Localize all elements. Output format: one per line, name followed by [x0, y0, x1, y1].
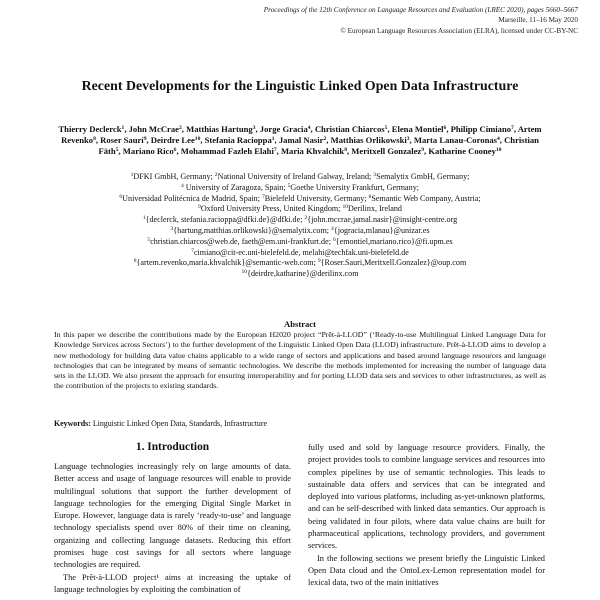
- affiliation-text: Bielefeld University, Germany;: [264, 193, 369, 203]
- author-name: Maria Khvalchik: [280, 146, 345, 157]
- affiliation-text: {deirdre,katharine}@derilinx.com: [247, 269, 359, 279]
- left-column: [54, 461, 291, 596]
- keywords-label: Keywords:: [54, 419, 91, 428]
- abstract-text: In this paper we describe the contributions made by the European H2020 project “Prêt-à-LLOD” (‘Ready-to-use Multilingual Linked Language Data for Knowledge Services across Sectors’) to the further development of the Linguistic Linked Open Data (LLOD) infrastructure. Prêt-à-LLOD aims to develop a new methodology for building data value chains applicable to a wide range of sectors and applications and based around language resources and language technologies that can be integrated by means of semantic technologies. We describe the methods implemented for increasing the number of language data sets in the LLOD. We also present the approach for ensuring interoperability and for porting LLOD data sets and services to other infrastructures, as well as the contribution of the projects to existing standards.: [54, 330, 546, 391]
- affiliation-line: [62, 194, 538, 205]
- affiliation-marker: 3: [170, 225, 174, 232]
- author-affiliation-marker: 9: [421, 147, 425, 154]
- paper-title: Recent Developments for the Linguistic Linked Open Data Infrastructure: [81, 78, 519, 93]
- author-name: Jorge Gracia: [259, 124, 308, 134]
- author-name: Thierry Declerck: [58, 124, 122, 134]
- affiliation-marker: 4: [180, 182, 184, 189]
- author-affiliation-marker: 4: [307, 125, 311, 131]
- affiliation-text: Semantic Web Company, Austria;: [371, 193, 481, 203]
- author-affiliation-marker: 3: [406, 136, 410, 143]
- author-affiliation-marker: 7: [273, 147, 277, 154]
- author-name: Elena Montiel: [391, 124, 444, 134]
- affiliation-marker: 3: [373, 172, 377, 178]
- affiliation-marker: 6: [119, 193, 123, 200]
- affiliation-text: {artem.revenko,maria.khvalchik}@semantic-web.com;: [136, 258, 318, 268]
- author-affiliation-marker: 1: [271, 136, 275, 143]
- proceedings-line: Proceedings of the 12th Conference on Language Resources and Evaluation (LREC 2020), pages 5660–5667: [263, 6, 578, 14]
- author-name: Christian Fäth: [98, 135, 539, 157]
- affiliation-marker: 8: [368, 193, 372, 200]
- right-column: [308, 442, 545, 590]
- publication-info: [218, 5, 578, 36]
- affiliation-line: [62, 248, 538, 259]
- location-line: Marseille, 11–16 May 2020: [498, 16, 578, 25]
- affiliation-text: {john.mccrae,jamal.nasir}@insight-centre.org: [307, 215, 458, 225]
- intro-paragraph-2: The Prêt-à-LLOD project¹ aims at increasing the uptake of language technologies by exploiting the combination of: [54, 572, 291, 594]
- affiliation-text: Derilinx, Ireland: [348, 204, 402, 214]
- author-affiliation-marker: 4: [496, 136, 500, 143]
- affiliation-marker: 5: [287, 182, 291, 189]
- affiliation-marker: 8: [133, 258, 137, 265]
- affiliation-marker: 10: [342, 204, 349, 211]
- author-name: Katharine Cooney: [428, 146, 496, 157]
- affiliation-marker: 7: [261, 193, 265, 200]
- affiliation-text: Universidad Politécnica de Madrid, Spain;: [122, 193, 262, 203]
- author-affiliation-marker: 2: [323, 136, 327, 143]
- author-affiliation-marker: 6: [443, 125, 447, 131]
- author-affiliation-marker: 7: [511, 125, 514, 131]
- affiliation-text: Oxford University Press, United Kingdom;: [200, 204, 343, 214]
- affiliation-marker: 1: [142, 215, 146, 222]
- author-name: Artem Revenko: [61, 124, 542, 146]
- intro-paragraph-1: Language technologies increasingly rely on large amounts of data. Better access and usage of language resources will enable to provide multilingual solutions that support the further development of language technologies for the emerging Digital Single Market in Europe. However, language data is rarely ‘ready-to-use’ and language technology specialists spend over 80% of their time on cleaning, organizing and collecting language datasets. Reducing this effort promises huge cost savings for all sectors where language technologies are required.: [54, 462, 291, 570]
- affiliation-list: [62, 172, 538, 280]
- author-affiliation-marker: 10: [495, 147, 502, 154]
- affiliation-marker: 9: [317, 258, 321, 265]
- affiliation-marker: 2: [304, 215, 308, 222]
- author-name: Christian Chiarcos: [314, 124, 385, 134]
- license-line: © European Language Resources Association (ELRA), licensed under CC-BY-NC: [340, 26, 578, 35]
- author-affiliation-marker: 6: [173, 147, 177, 154]
- author-affiliation-marker: 9: [143, 136, 147, 143]
- author-affiliation-marker: 8: [344, 147, 347, 154]
- intro-paragraph-3: fully used and sold by language resource providers. Finally, the project provides tools to combine language services and resources into complex pipelines by use of semantic technologies. This leads to sustainable data offers and services that can be integrated and deployed into various platforms, including as-yet-unknown platforms, and can be self-described with linked data semantics. Our approach is being validated in four pilots, where data value chains are built for pharmaceutical applications, technology providers, and government services.: [308, 443, 545, 551]
- affiliation-text: {hartung,matthias.orlikowski}@semalytix.com;: [173, 225, 332, 235]
- author-name: Meritxell Gonzalez: [351, 146, 422, 157]
- author-affiliation-marker: 5: [115, 147, 119, 154]
- author-affiliation-marker: 2: [178, 125, 182, 131]
- author-list: Thierry Declerck$^1$, John McCrae$^2$, Matthias Hartung$^3$, Jorge Gracia$^4$, Christian Chiarcos$^5$, Elena Montiel$^6$, Philipp Cimiano$^7$, Artem Revenko$^8$, Roser Saurí$^9$, Deirdre Lee$^{10}$, Stefania Racioppa$^1$, Jamal Nasir$^2$, Matthias Orlikowski$^3$, Marta Lanau-Coronas$^4$, Christian Fäth$^5$, Mariano Rico$^6$, Mohammad Fazleh Elahi$^7$, Maria Khvalchik$^8$, Meritxell Gonzalez$^9$, Katharine Cooney$^{10}$: [58, 124, 542, 157]
- section-heading-introduction: 1. Introduction: [135, 441, 210, 453]
- affiliation-text: {Roser.Sauri,Meritxell.Gonzalez}@oup.com: [320, 258, 467, 268]
- affiliation-text: {jogracia,mlanau}@unizar.es: [333, 225, 430, 235]
- affiliation-text: DFKI GmbH, Germany;: [133, 172, 215, 181]
- author-name: Philipp Cimiano: [450, 124, 512, 134]
- author-name: Matthias Orlikowski: [330, 135, 407, 146]
- affiliation-marker: 2: [214, 172, 218, 178]
- affiliation-text: National University of Ireland Galway, Ireland;: [217, 172, 374, 181]
- affiliation-line: [62, 172, 538, 183]
- affiliation-text: {emontiel,mariano.rico}@fi.upm.es: [335, 236, 453, 246]
- affiliation-text: cimiano@cit-ec.uni-bielefeld.de, melahi@techfak.uni-bielefeld.de: [193, 247, 409, 257]
- author-name: Roser Saurí: [100, 135, 144, 146]
- affiliation-marker: 4: [331, 225, 334, 232]
- affiliation-line: [62, 226, 538, 237]
- affiliation-marker: 6: [332, 236, 336, 243]
- author-name: Marta Lanau-Coronas: [413, 135, 497, 146]
- affiliation-line: [62, 269, 538, 280]
- affiliation-text: Goethe University Frankfurt, Germany;: [290, 182, 419, 192]
- affiliation-text: christian.chiarcos@web.de, faeth@em.uni-frankfurt.de;: [150, 236, 333, 246]
- affiliation-text: University of Zaragoza, Spain;: [183, 182, 288, 192]
- affiliation-line: [62, 204, 538, 215]
- author-name: Mariano Rico: [122, 146, 174, 157]
- author-affiliation-marker: 8: [93, 136, 96, 143]
- affiliation-marker: 5: [147, 236, 151, 243]
- author-affiliation-marker: 5: [384, 125, 388, 131]
- author-name: Jamal Nasir: [278, 135, 324, 146]
- abstract-heading: Abstract: [284, 319, 316, 329]
- intro-paragraph-4: In the following sections we present briefly the Linguistic Linked Open Data cloud and the OntoLex-Lemon representation model for lexical data, two of the main initiatives: [308, 553, 545, 588]
- affiliation-line: [62, 258, 538, 269]
- author-name: Matthias Hartung: [186, 124, 253, 134]
- keywords-text: Linguistic Linked Open Data, Standards, Infrastructure: [92, 419, 268, 428]
- affiliation-text: Semalytix GmbH, Germany;: [376, 172, 470, 181]
- author-name: Deirdre Lee: [150, 135, 195, 146]
- author-name: Stefania Racioppa: [204, 135, 272, 146]
- affiliation-marker: 10: [241, 269, 248, 276]
- keywords: [54, 419, 546, 428]
- affiliation-text: {declerck, stefania.racioppa@dfki.de}@dfki.de;: [145, 215, 305, 225]
- affiliation-marker: 9: [198, 204, 201, 211]
- author-affiliation-marker: 1: [121, 125, 125, 131]
- author-name: Mohammad Fazleh Elahi: [180, 146, 274, 157]
- affiliation-line: [62, 183, 538, 194]
- author-affiliation-marker: 10: [194, 136, 201, 143]
- affiliation-line: [62, 237, 538, 248]
- author-affiliation-marker: 3: [252, 125, 256, 131]
- affiliation-marker: 1: [130, 172, 134, 178]
- author-name: John McCrae: [128, 124, 179, 134]
- affiliation-line: [62, 215, 538, 226]
- affiliation-marker: 7: [191, 247, 194, 254]
